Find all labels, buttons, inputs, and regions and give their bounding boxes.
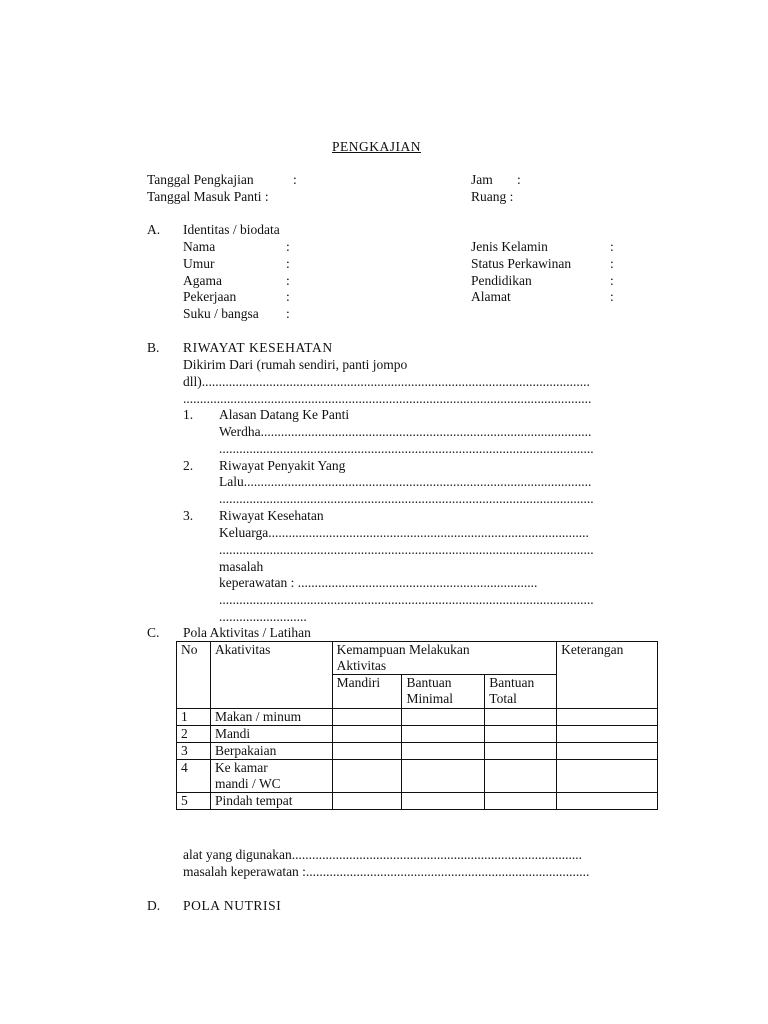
subheader-bantuan-total bbox=[485, 675, 557, 709]
row-aktivitas: Mandi bbox=[210, 726, 332, 743]
row-aktivitas: Pindah tempat bbox=[210, 793, 332, 810]
colon: : bbox=[286, 306, 290, 321]
field-jenis-kelamin: Jenis Kelamin bbox=[471, 239, 548, 254]
cell-keterangan bbox=[557, 793, 658, 810]
cell-keterangan bbox=[557, 709, 658, 726]
field-nama: Nama bbox=[183, 239, 216, 254]
cell-bantuan-total bbox=[485, 793, 557, 810]
cell-bantuan-minimal bbox=[402, 793, 485, 810]
subheader-bantuan-total-line1: Bantuan bbox=[489, 675, 535, 690]
cell-mandiri bbox=[332, 726, 402, 743]
colon: : bbox=[610, 289, 614, 304]
alat-yang-digunakan-line: alat yang digunakan...................................................................................... bbox=[183, 847, 582, 862]
dotted-line: ............................................................................................................... bbox=[219, 491, 594, 506]
subheader-bantuan-minimal-line1: Bantuan bbox=[406, 675, 452, 690]
dotted-line: ............................................................................................................... bbox=[219, 592, 594, 607]
colon: : bbox=[286, 273, 290, 288]
cell-keterangan bbox=[557, 743, 658, 760]
row-no: 5 bbox=[177, 793, 211, 810]
item-3-line1: Riwayat Kesehatan bbox=[219, 508, 324, 523]
subheader-mandiri: Mandiri bbox=[332, 675, 402, 709]
masalah-keperawatan-line: keperawatan : ....................................................................... bbox=[219, 575, 538, 590]
cell-mandiri bbox=[332, 760, 402, 793]
cell-bantuan-total bbox=[485, 760, 557, 793]
cell-mandiri bbox=[332, 743, 402, 760]
colon: : bbox=[286, 289, 290, 304]
cell-bantuan-minimal bbox=[402, 760, 485, 793]
subheader-bantuan-minimal bbox=[402, 675, 485, 709]
cell-keterangan bbox=[557, 760, 658, 793]
masalah-keperawatan-line: masalah keperawatan :.................................................................................... bbox=[183, 864, 590, 879]
header-aktivitas: Akativitas bbox=[210, 642, 332, 709]
cell-bantuan-total bbox=[485, 743, 557, 760]
table-row bbox=[177, 709, 658, 726]
colon: : bbox=[610, 273, 614, 288]
field-agama: Agama bbox=[183, 273, 222, 288]
section-b-letter: B. bbox=[147, 340, 160, 355]
table-row bbox=[177, 793, 658, 810]
row-no: 3 bbox=[177, 743, 211, 760]
row-aktivitas: Berpakaian bbox=[210, 743, 332, 760]
item-1-line1: Alasan Datang Ke Panti bbox=[219, 407, 350, 422]
item-2-number: 2. bbox=[183, 458, 194, 473]
row-no: 2 bbox=[177, 726, 211, 743]
section-d-heading: POLA NUTRISI bbox=[183, 898, 282, 913]
table-row bbox=[177, 726, 658, 743]
item-3-line2: Keluarga............................................................................................... bbox=[219, 525, 589, 540]
section-b-heading: RIWAYAT KESEHATAN bbox=[183, 340, 333, 355]
cell-bantuan-total bbox=[485, 709, 557, 726]
section-c-heading: Pola Aktivitas / Latihan bbox=[183, 625, 311, 640]
dikirim-dari-line1: Dikirim Dari (rumah sendiri, panti jompo bbox=[183, 357, 408, 372]
colon: : bbox=[293, 172, 297, 187]
colon: : bbox=[610, 256, 614, 271]
field-pendidikan: Pendidikan bbox=[471, 273, 532, 288]
dotted-line-short: .......................... bbox=[219, 609, 307, 624]
table-row bbox=[177, 760, 658, 793]
item-2-line2: Lalu....................................................................................................... bbox=[219, 474, 592, 489]
cell-keterangan bbox=[557, 726, 658, 743]
colon: : bbox=[286, 239, 290, 254]
label-tanggal-pengkajian: Tanggal Pengkajian bbox=[147, 172, 254, 187]
section-d-letter: D. bbox=[147, 898, 161, 913]
field-pekerjaan: Pekerjaan bbox=[183, 289, 237, 304]
field-suku-bangsa: Suku / bangsa bbox=[183, 306, 259, 321]
label-ruang: Ruang : bbox=[471, 189, 514, 204]
activity-table bbox=[176, 641, 658, 810]
field-status-perkawinan: Status Perkawinan bbox=[471, 256, 572, 271]
cell-bantuan-minimal bbox=[402, 726, 485, 743]
row-no: 4 bbox=[177, 760, 211, 793]
row-no: 1 bbox=[177, 709, 211, 726]
section-a-letter: A. bbox=[147, 222, 161, 237]
item-1-number: 1. bbox=[183, 407, 194, 422]
header-no: No bbox=[177, 642, 211, 709]
table-row bbox=[177, 743, 658, 760]
section-c-letter: C. bbox=[147, 625, 160, 640]
dotted-line: ............................................................................................................... bbox=[219, 441, 594, 456]
row-aktivitas-line2: mandi / WC bbox=[214, 776, 281, 791]
label-jam: Jam bbox=[471, 172, 493, 187]
header-kemampuan-line2: Aktivitas bbox=[336, 658, 387, 673]
row-aktivitas: Makan / minum bbox=[210, 709, 332, 726]
section-a-heading: Identitas / biodata bbox=[183, 222, 280, 237]
row-aktivitas-line1: Ke kamar bbox=[214, 760, 268, 775]
subheader-bantuan-total-line2: Total bbox=[489, 691, 517, 706]
dotted-line: ......................................................................................................................... bbox=[183, 391, 592, 406]
cell-bantuan-minimal bbox=[402, 709, 485, 726]
table-header-row bbox=[177, 642, 658, 675]
cell-bantuan-total bbox=[485, 726, 557, 743]
header-kemampuan bbox=[332, 642, 557, 675]
header-kemampuan-line1: Kemampuan Melakukan bbox=[336, 642, 470, 657]
cell-mandiri bbox=[332, 709, 402, 726]
page-title: PENGKAJIAN bbox=[332, 139, 421, 154]
colon: : bbox=[517, 172, 521, 187]
label-tanggal-masuk: Tanggal Masuk Panti : bbox=[147, 189, 269, 204]
row-aktivitas bbox=[210, 760, 332, 793]
item-1-line2: Werdha.................................................................................................. bbox=[219, 424, 592, 439]
dikirim-dari-line2: dll)................................................................................................................... bbox=[183, 374, 590, 389]
colon: : bbox=[286, 256, 290, 271]
header-keterangan: Keterangan bbox=[557, 642, 658, 709]
cell-bantuan-minimal bbox=[402, 743, 485, 760]
cell-mandiri bbox=[332, 793, 402, 810]
item-2-line1: Riwayat Penyakit Yang bbox=[219, 458, 346, 473]
subheader-bantuan-minimal-line2: Minimal bbox=[406, 691, 453, 706]
masalah-label: masalah bbox=[219, 559, 264, 574]
field-umur: Umur bbox=[183, 256, 215, 271]
item-3-number: 3. bbox=[183, 508, 194, 523]
colon: : bbox=[610, 239, 614, 254]
dotted-line: ............................................................................................................... bbox=[219, 542, 594, 557]
field-alamat: Alamat bbox=[471, 289, 511, 304]
